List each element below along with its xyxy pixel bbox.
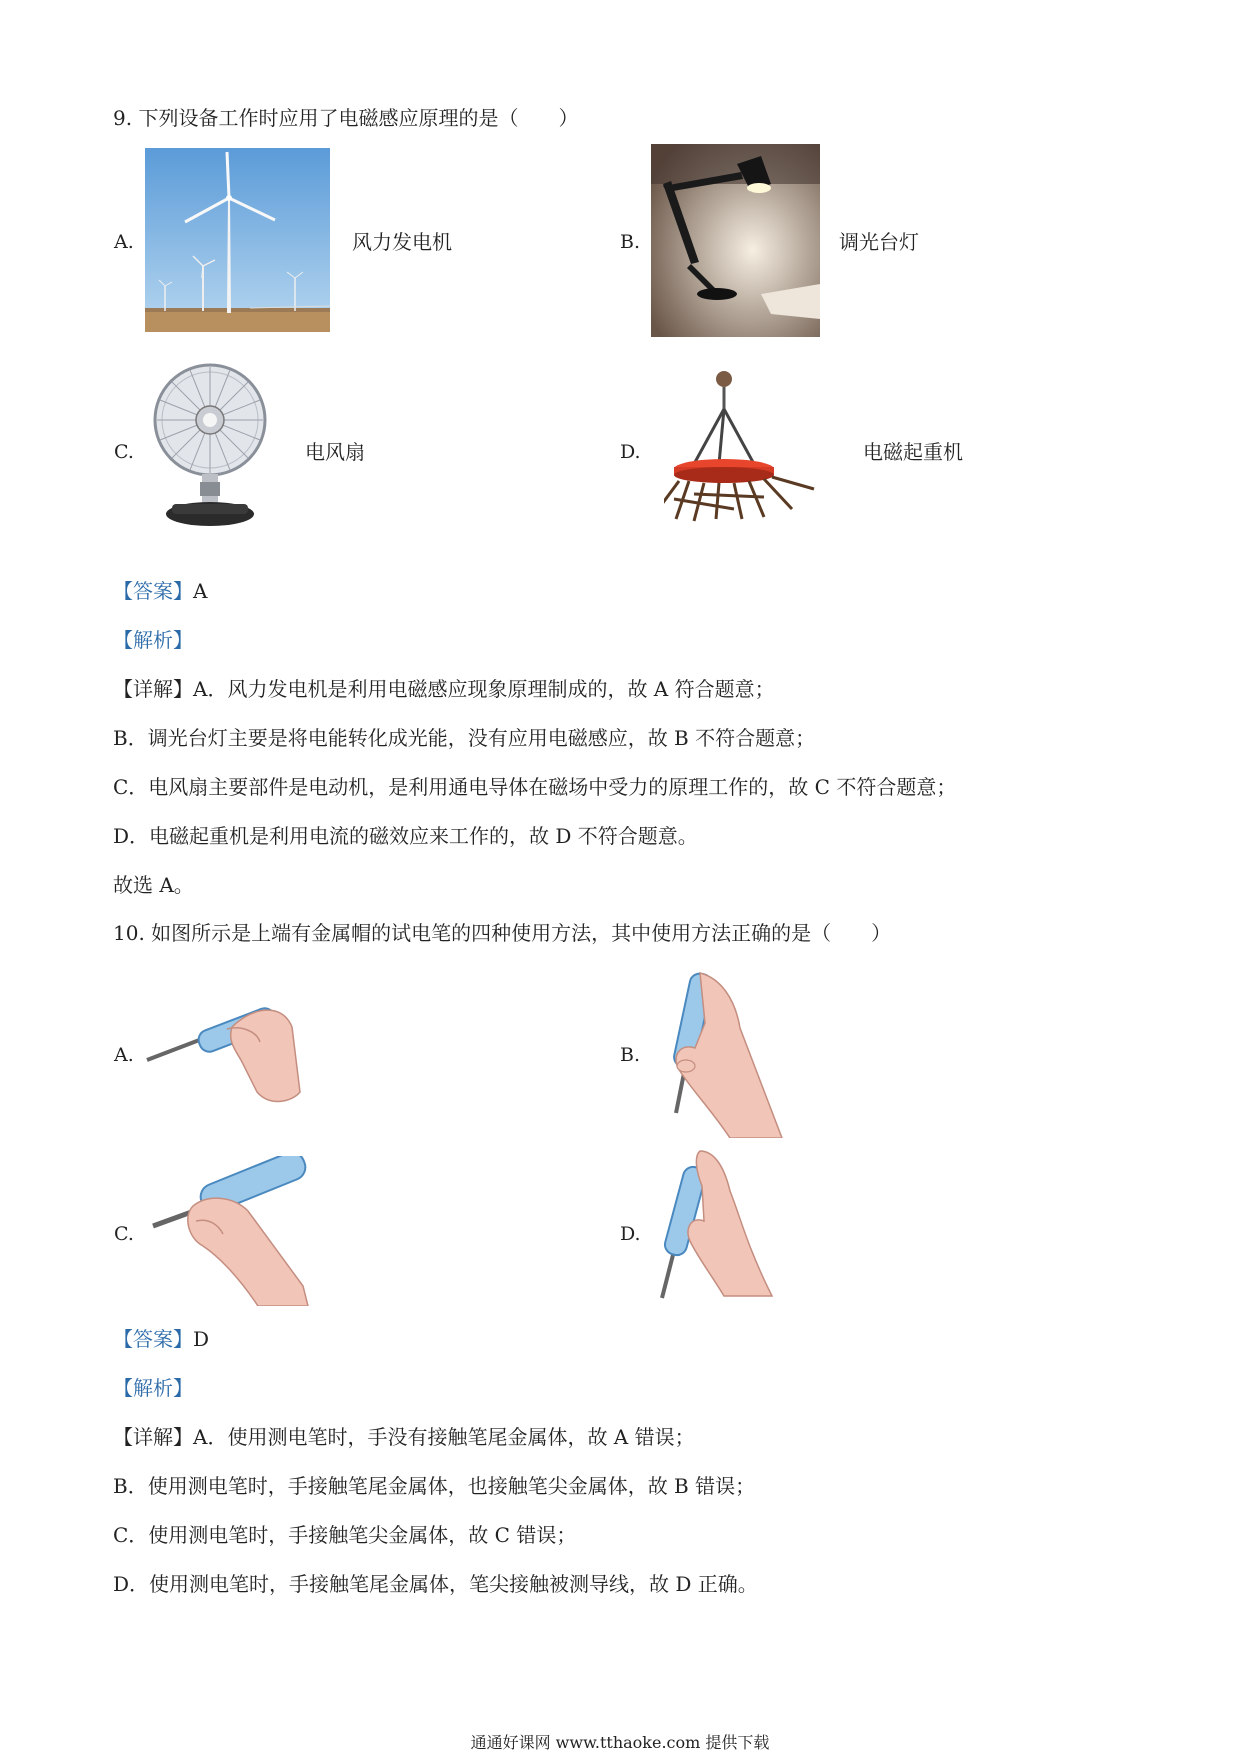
q9-stem: 9. 下列设备工作时应用了电磁感应原理的是（ ） xyxy=(113,106,579,130)
q10-answer xyxy=(113,1326,209,1352)
q10-option-d-letter: D. xyxy=(620,1223,641,1245)
test-pen-hand-b-image xyxy=(650,968,785,1138)
q9-option-d-text: 电磁起重机 xyxy=(863,440,963,464)
q10-detail-line: C．使用测电笔时，手接触笔尖金属体，故 C 错误； xyxy=(113,1523,577,1547)
answer-label: 【答案】 xyxy=(113,1327,193,1351)
answer-value: D xyxy=(193,1327,210,1351)
answer-label: 【答案】 xyxy=(113,579,193,603)
electromagnetic-crane-image xyxy=(664,369,819,526)
q9-option-b-letter: B. xyxy=(620,231,641,253)
q10-option-a-letter: A. xyxy=(114,1044,134,1066)
q10-detail-line: B．使用测电笔时，手接触笔尾金属体，也接触笔尖金属体，故 B 错误； xyxy=(113,1474,756,1498)
q9-option-b-text: 调光台灯 xyxy=(839,230,919,254)
q9-answer xyxy=(113,578,207,604)
q9-option-c-letter: C. xyxy=(114,441,134,463)
q9-analysis-label: 【解析】 xyxy=(113,628,193,652)
q9-detail-line: D．电磁起重机是利用电流的磁效应来工作的，故 D 不符合题意。 xyxy=(113,824,698,848)
q9-option-d-letter: D. xyxy=(620,441,641,463)
q9-detail-line: B．调光台灯主要是将电能转化成光能，没有应用电磁感应，故 B 不符合题意； xyxy=(113,726,816,750)
q9-detail-line: C．电风扇主要部件是电动机，是利用通电导体在磁场中受力的原理工作的，故 C 不符合题意； xyxy=(113,775,957,799)
q10-option-c-letter: C. xyxy=(114,1223,134,1245)
q10-analysis-label: 【解析】 xyxy=(113,1376,193,1400)
test-pen-hand-d-image xyxy=(652,1146,777,1301)
q10-stem: 10. 如图所示是上端有金属帽的试电笔的四种使用方法，其中使用方法正确的是（ ） xyxy=(113,921,892,945)
q9-option-a-letter: A. xyxy=(114,231,134,253)
q9-option-a-text: 风力发电机 xyxy=(352,230,452,254)
desk-lamp-image xyxy=(651,144,820,337)
q9-detail-line: 故选 A。 xyxy=(113,873,194,897)
q9-option-c-text: 电风扇 xyxy=(305,440,365,464)
page-footer: 通通好课网 www.tthaoke.com 提供下载 xyxy=(470,1733,770,1752)
test-pen-hand-a-image xyxy=(142,997,302,1109)
answer-value: A xyxy=(193,579,208,603)
q10-option-b-letter: B. xyxy=(620,1044,641,1066)
test-pen-hand-c-image xyxy=(148,1156,313,1306)
q10-detail-line: 【详解】A．使用测电笔时，手没有接触笔尾金属体，故 A 错误； xyxy=(113,1425,695,1449)
q9-detail-line: 【详解】A．风力发电机是利用电磁感应现象原理制成的，故 A 符合题意； xyxy=(113,677,775,701)
q10-detail-line: D．使用测电笔时，手接触笔尾金属体，笔尖接触被测导线，故 D 正确。 xyxy=(113,1572,758,1596)
electric-fan-image xyxy=(150,362,272,532)
wind-turbine-image xyxy=(145,148,330,332)
